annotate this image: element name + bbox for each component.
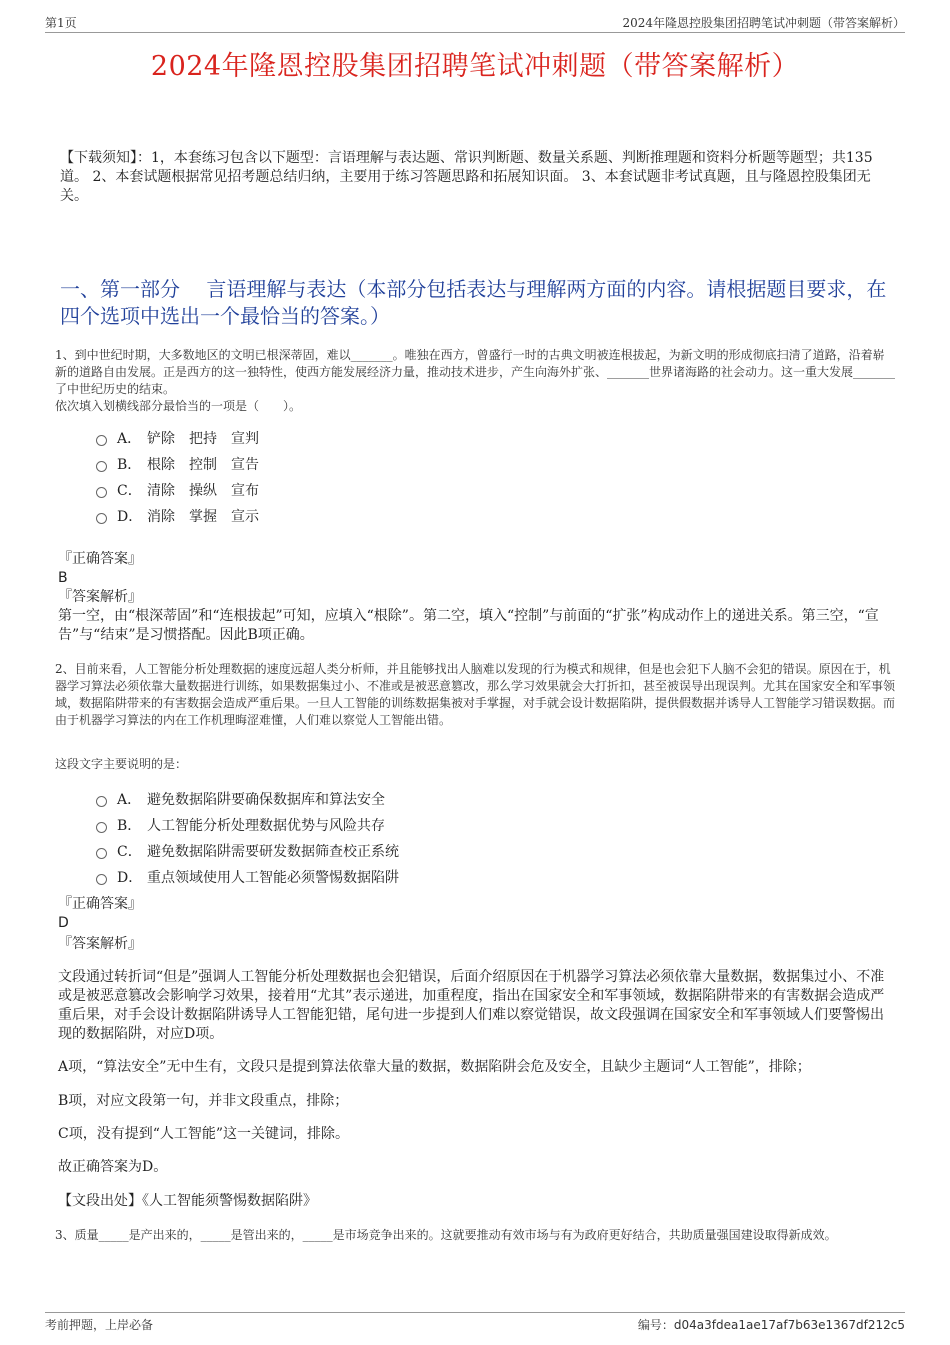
page-header — [45, 14, 905, 33]
radio-icon[interactable] — [96, 874, 107, 885]
radio-icon[interactable] — [96, 822, 107, 833]
question-3-stem: 3、质量_____是产出来的，_____是管出来的，_____是市场竞争出来的。这就要推动有效市场与有为政府更好结合，共助质量强国建设取得新成效。 — [55, 1228, 837, 1242]
question-1 — [55, 347, 895, 415]
question-2-option-b[interactable]: B． 人工智能分析处理数据优势与风险共存 — [96, 812, 399, 838]
question-2-note-a: A项，“算法安全”无中生有，文段只是提到算法依靠大量的数据，数据陷阱会危及安全，且缺少主题词“人工智能”，排除； — [58, 1059, 811, 1075]
question-1-option-b[interactable]: B． 根除 控制 宣告 — [96, 451, 259, 477]
download-notice: 【下载须知】：1，本套练习包含以下题型：言语理解与表达题、常识判断题、数量关系题、判断推理题和资料分析题等题型；共135道。 2、本套试题根据常见招考题总结归纳，主要用于练习答题思路和拓展知识面。 3、本套试题非考试真题，且与隆恩控股集团无关。 — [60, 150, 873, 204]
radio-icon[interactable] — [96, 513, 107, 524]
question-2-option-a[interactable]: A． 避免数据陷阱要确保数据库和算法安全 — [96, 786, 399, 812]
page-footer — [45, 1312, 905, 1333]
footer-slogan: 考前押题，上岸必备 — [45, 1318, 154, 1332]
radio-icon[interactable] — [96, 461, 107, 472]
question-2-source: 【文段出处】《人工智能须警惕数据陷阱》 — [58, 1193, 317, 1209]
question-2-prompt: 这段文字主要说明的是： — [55, 757, 188, 771]
question-1-stem: 1、到中世纪时期，大多数地区的文明已根深蒂固，难以_______。唯独在西方，曾盛行一时的古典文明被连根拔起，为新文明的形成彻底扫清了道路，沿着崭新的道路自由发展。正是西方的这一独特性，使西方能发展经济力量，推动技术进步，产生向海外扩张、_______世界诸海路的社会动力。这一重大发展_______了中世纪历史的结束。 — [55, 348, 896, 396]
footer-id — [638, 1316, 905, 1333]
question-1-options — [96, 425, 259, 529]
document-title: 2024年隆恩控股集团招聘笔试冲刺题（带答案解析） — [150, 51, 800, 82]
radio-icon[interactable] — [96, 848, 107, 859]
question-1-prompt: 依次填入划横线部分最恰当的一项是（ ）。 — [55, 399, 302, 413]
footer-id-code: d04a3fdea1ae17af7b63e1367df212c5 — [673, 1318, 905, 1332]
question-1-answer-block — [58, 550, 895, 645]
radio-icon[interactable] — [96, 796, 107, 807]
question-1-option-d[interactable]: D． 消除 掌握 宣示 — [96, 503, 259, 529]
question-2-analysis-text: 文段通过转折词“但是”强调人工智能分析处理数据也会犯错误，后面介绍原因在于机器学习算法必须依靠大量数据，数据集过小、不准或是被恶意篡改会影响学习效果，接着用“尤其”表示递进，加重程度，指出在国家安全和军事领域，数据陷阱带来的有害数据会造成严重后果，对手会设计数据陷阱诱导人工智能犯错，尾句进一步提到人们难以察觉错误，故文段强调在国家安全和军事领域人们要警惕出现的数据陷阱，对应D项。 — [58, 969, 885, 1042]
radio-icon[interactable] — [96, 435, 107, 446]
question-2-note-b: B项，对应文段第一句，并非文段重点，排除； — [58, 1093, 349, 1109]
question-3 — [55, 1227, 895, 1244]
radio-icon[interactable] — [96, 487, 107, 498]
question-2-stem: 2、目前来看，人工智能分析处理数据的速度远超人类分析师，并且能够找出人脑难以发现的行为模式和规律，但是也会犯下人脑不会犯的错误。原因在于，机器学习算法必须依靠大量数据进行训练，如果数据集过小、不准或是被恶意篡改，那么学习效果就会大打折扣，甚至被误导出现误判。尤其在国家安全和军事领域，数据陷阱带来的有害数据会造成严重后果。一旦人工智能的训练数据集被对手掌握，对手就会设计数据陷阱，提供假数据并诱导人工智能学习错误数据。而由于机器学习算法的内在工作机理晦涩难懂，人们难以察觉人工智能出错。 — [55, 662, 896, 727]
answer-value: B — [58, 570, 68, 586]
header-doc-title: 2024年隆恩控股集团招聘笔试冲刺题（带答案解析） — [622, 16, 905, 30]
question-2-option-c[interactable]: C． 避免数据陷阱需要研发数据筛查校正系统 — [96, 838, 399, 864]
question-1-option-c[interactable]: C． 清除 操纵 宣布 — [96, 477, 259, 503]
question-2-note-c: C项，没有提到“人工智能”这一关键词，排除。 — [58, 1126, 350, 1142]
question-1-option-a[interactable]: A． 铲除 把持 宣判 — [96, 425, 259, 451]
analysis-label: 『答案解析』 — [58, 589, 142, 605]
question-2-options — [96, 786, 399, 890]
section-heading: 一、第一部分 言语理解与表达（本部分包括表达与理解两方面的内容。请根据题目要求，在四个选项中选出一个最恰当的答案。） — [60, 277, 887, 328]
answer-label: 『正确答案』 — [58, 896, 142, 912]
answer-value: D — [58, 915, 69, 931]
question-2-option-d[interactable]: D． 重点领域使用人工智能必须警惕数据陷阱 — [96, 864, 399, 890]
analysis-text: 第一空，由“根深蒂固”和“连根拔起”可知，应填入“根除”。第二空，填入“控制”与前面的“扩张”构成动作上的递进关系。第三空，“宣告”与“结束”是习惯搭配。因此B项正确。 — [58, 608, 879, 643]
question-2 — [55, 661, 895, 729]
question-2-conclusion: 故正确答案为D。 — [58, 1159, 168, 1175]
question-2-answer-block — [58, 895, 895, 933]
footer-id-label: 编号： — [637, 1318, 674, 1332]
question-2-analysis-label: 『答案解析』 — [58, 936, 142, 952]
page-number: 第1页 — [45, 16, 77, 30]
answer-label: 『正确答案』 — [58, 551, 142, 567]
question-2-prompt-wrap — [55, 756, 895, 773]
